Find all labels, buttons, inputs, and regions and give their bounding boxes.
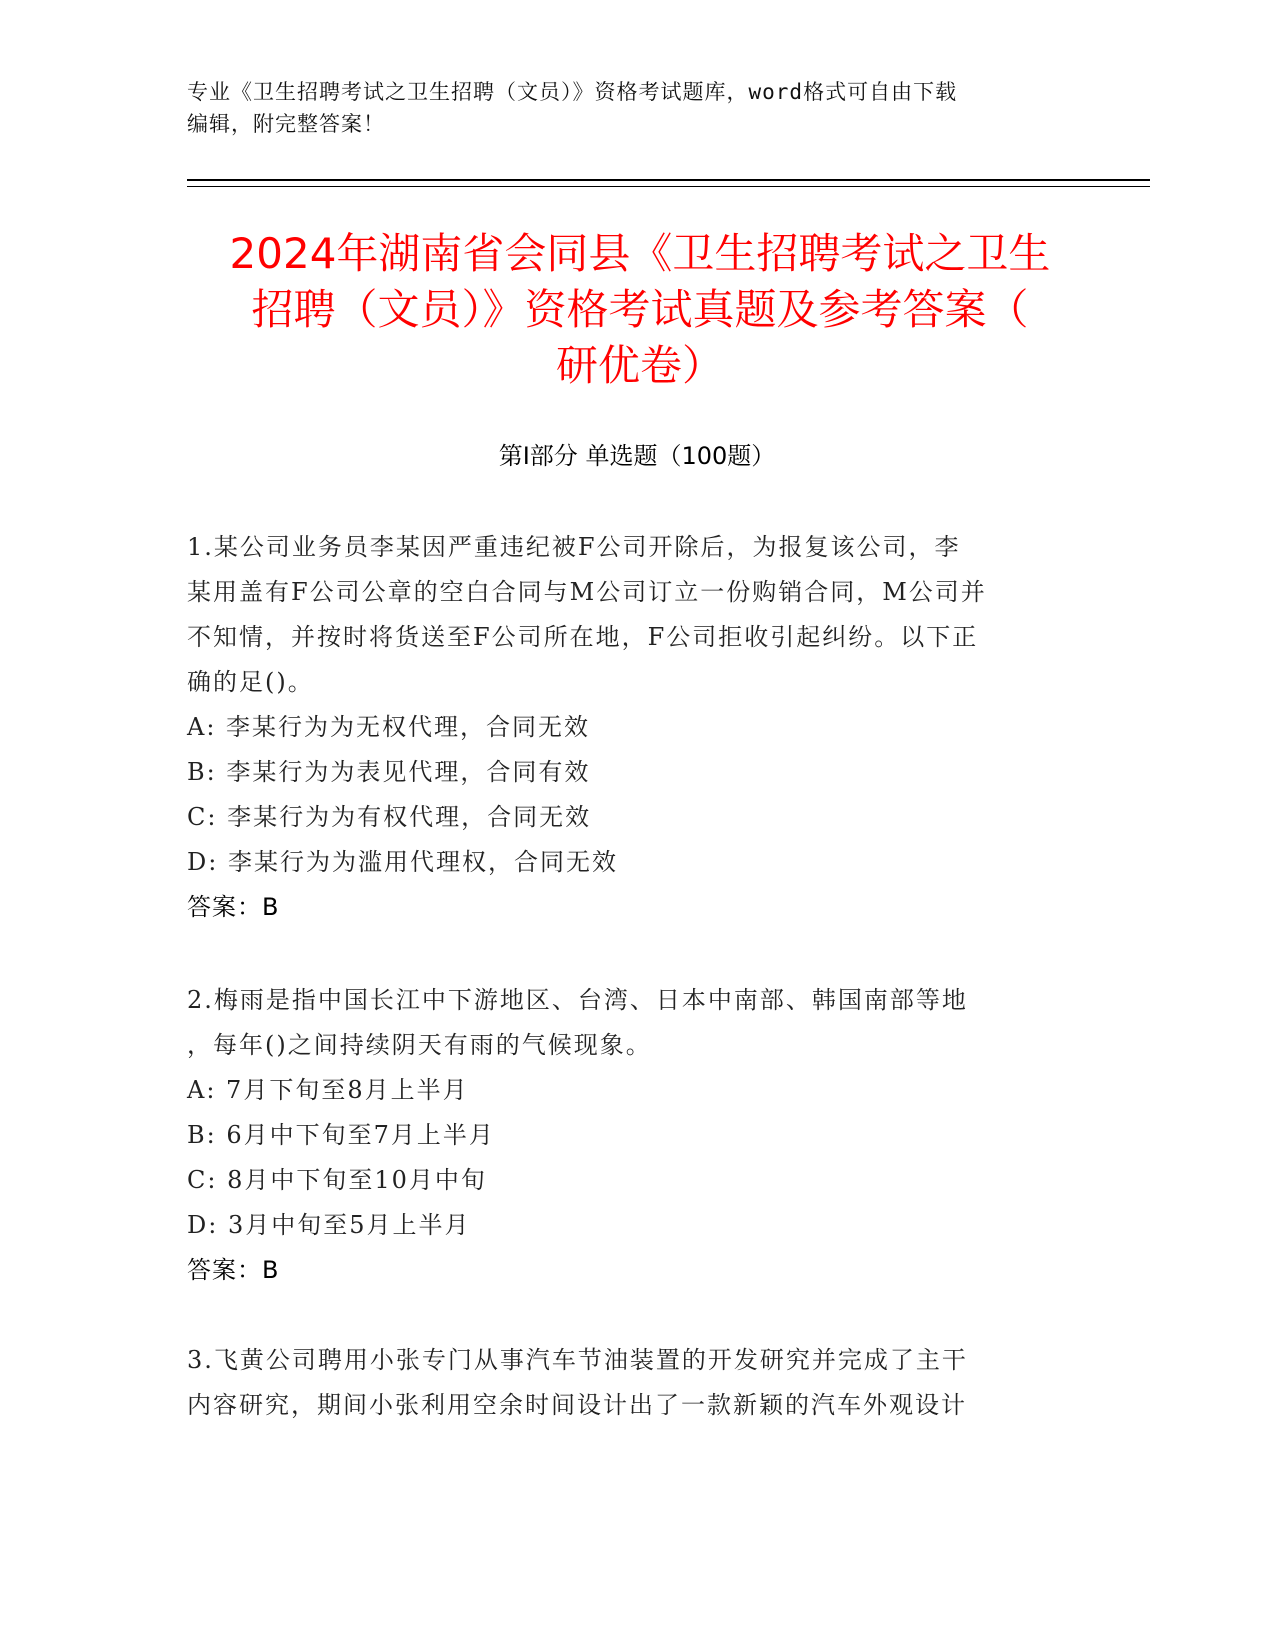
title-line-1: 2024年湖南省会同县《卫生招聘考试之卫生 xyxy=(229,229,1051,278)
question-3 xyxy=(187,1338,1087,1428)
document-header-note xyxy=(187,76,1087,140)
option-c: C: 李某行为为有权代理，合同无效 xyxy=(187,803,592,831)
question-stem: 确的足()。 xyxy=(187,668,314,696)
option-a: A: 7月下旬至8月上半月 xyxy=(187,1076,469,1104)
answer-line: 答案：B xyxy=(187,893,280,921)
question-stem: 2.梅雨是指中国长江中下游地区、台湾、日本中南部、韩国南部等地 xyxy=(187,986,968,1014)
question-stem: 不知情，并按时将货送至F公司所在地，F公司拒收引起纠纷。以下正 xyxy=(187,623,979,651)
option-b: B: 6月中下旬至7月上半月 xyxy=(187,1121,495,1149)
question-1 xyxy=(187,525,1087,930)
question-2 xyxy=(187,978,1087,1293)
question-stem: 某用盖有F公司公章的空白合同与M公司订立一份购销合同，M公司并 xyxy=(187,578,987,606)
question-stem: 内容研究，期间小张利用空余时间设计出了一款新颖的汽车外观设计 xyxy=(187,1391,967,1419)
header-rule-thick xyxy=(187,179,1150,181)
title-line-2: 招聘（文员）》资格考试真题及参考答案（ xyxy=(251,285,1029,334)
question-stem: ，每年()之间持续阴天有雨的气候现象。 xyxy=(187,1031,652,1059)
option-a: A: 李某行为为无权代理，合同无效 xyxy=(187,713,591,741)
option-d: D: 李某行为为滥用代理权，合同无效 xyxy=(187,848,618,876)
option-c: C: 8月中下旬至10月中旬 xyxy=(187,1166,487,1194)
document-title xyxy=(160,226,1120,394)
section-heading: 第Ⅰ部分 单选题（100题） xyxy=(498,442,776,470)
question-stem: 3.飞黄公司聘用小张专门从事汽车节油装置的开发研究并完成了主干 xyxy=(187,1346,968,1374)
question-stem: 1.某公司业务员李某因严重违纪被F公司开除后，为报复该公司，李 xyxy=(187,533,961,561)
header-line-1: 专业《卫生招聘考试之卫生招聘（文员）》资格考试题库，word格式可自由下载 xyxy=(187,80,958,104)
header-line-2: 编辑，附完整答案！ xyxy=(187,112,385,136)
option-b: B: 李某行为为表见代理，合同有效 xyxy=(187,758,591,786)
header-rule-thin xyxy=(187,186,1150,187)
title-line-3: 研优卷） xyxy=(555,341,724,390)
answer-line: 答案：B xyxy=(187,1256,280,1284)
option-d: D: 3月中旬至5月上半月 xyxy=(187,1211,471,1239)
